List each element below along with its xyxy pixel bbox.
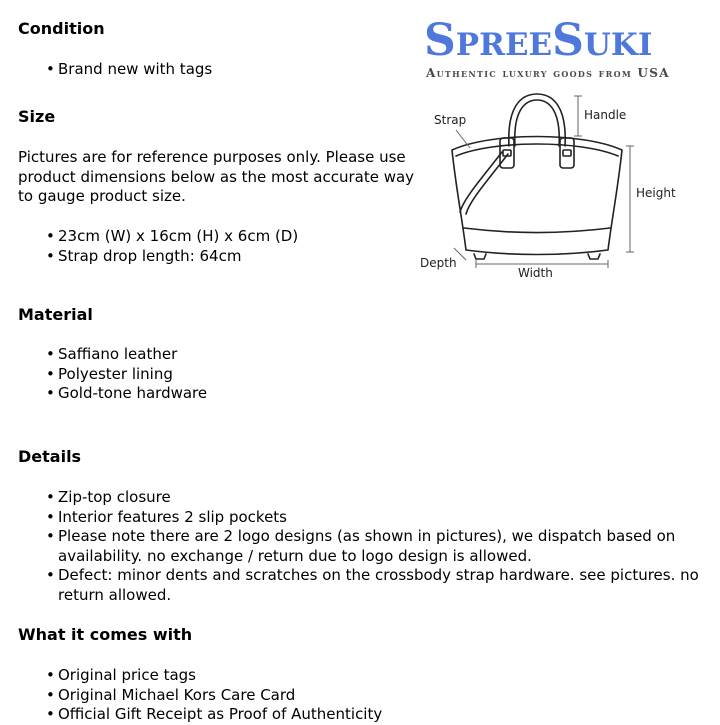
size-description: Pictures are for reference purposes only. Please use product dimensions below as the most accurate way to gauge product size. (18, 148, 415, 205)
list-item: • Brand new with tags (46, 60, 720, 80)
list-item: • Please note there are 2 logo designs (as shown in pictures), we dispatch based on availability. no exchange / return due to logo design is allowed. (46, 527, 720, 566)
height-label: Height (636, 186, 676, 200)
logo-tagline: Authentic luxury goods from USA (426, 66, 670, 80)
details-heading: Details (18, 447, 82, 466)
spreesuki-logo (424, 10, 720, 90)
depth-label: Depth (420, 256, 457, 270)
size-heading: Size (18, 107, 56, 126)
material-list (46, 345, 720, 404)
list-item: • Strap drop length: 64cm (46, 247, 720, 267)
list-item: • Saffiano leather (46, 345, 720, 365)
comes-with-list (46, 666, 720, 725)
list-item: • Official Gift Receipt as Proof of Authenticity (46, 705, 720, 725)
strap-label: Strap (434, 113, 467, 127)
list-item: • Interior features 2 slip pockets (46, 508, 720, 528)
condition-heading: Condition (18, 19, 105, 38)
list-item: • Defect: minor dents and scratches on the crossbody strap hardware. see pictures. no return allowed. (46, 566, 720, 605)
list-item: • 23cm (W) x 16cm (H) x 6cm (D) (46, 227, 720, 247)
comes-with-heading: What it comes with (18, 625, 193, 644)
details-list (46, 488, 720, 605)
logo-wordmark: SpreeSuki (424, 15, 653, 66)
list-item: • Gold-tone hardware (46, 384, 720, 404)
list-item: • Original Michael Kors Care Card (46, 686, 720, 706)
width-label: Width (518, 266, 553, 280)
bag-dimensions-diagram (412, 88, 702, 288)
list-item: • Original price tags (46, 666, 720, 686)
handle-label: Handle (584, 108, 627, 122)
material-heading: Material (18, 305, 93, 324)
list-item: • Polyester lining (46, 365, 720, 385)
list-item: • Zip-top closure (46, 488, 720, 508)
